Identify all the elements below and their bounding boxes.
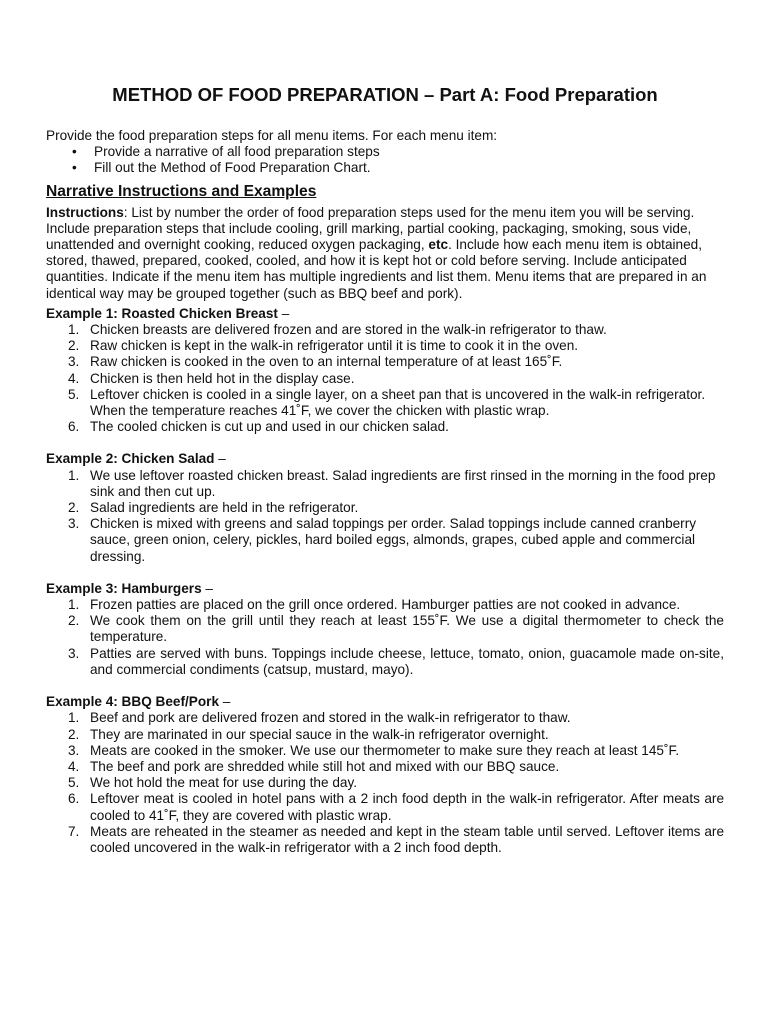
step-text: We hot hold the meat for use during the day. [90, 775, 358, 791]
step-text: Chicken is then held hot in the display case. [90, 370, 355, 386]
step-number: 6. [68, 791, 80, 807]
example-2 [46, 451, 724, 564]
example-title [46, 581, 724, 597]
step-text: Raw chicken is cooked in the oven to an internal temperature of at least 165˚F. [90, 354, 563, 370]
example-title [46, 306, 724, 322]
step-number: 7. [68, 823, 80, 839]
example-title-dash: – [201, 580, 213, 596]
step-number: 1. [68, 467, 80, 483]
instructions-label: Instructions [46, 204, 124, 220]
bullet-item: • Provide a narrative of all food preparation steps [46, 144, 724, 160]
step-text: Patties are served with buns. Toppings include cheese, lettuce, tomato, onion, guacamole made on-site, and commercial condiments (catsup, mustard, mayo). [90, 645, 724, 677]
step-number: 1. [68, 597, 80, 613]
example-steps [46, 468, 724, 565]
example-title-dash: – [219, 694, 231, 710]
step-number: 3. [68, 516, 80, 532]
step-text: Beef and pork are delivered frozen and stored in the walk-in refrigerator to thaw. [90, 710, 571, 726]
example-title-dash: – [277, 305, 290, 321]
step-item [46, 322, 724, 338]
step-text: The cooled chicken is cut up and used in our chicken salad. [90, 419, 449, 435]
step-text: They are marinated in our special sauce in the walk-in refrigerator overnight. [90, 726, 549, 742]
step-item [46, 613, 724, 645]
example-3 [46, 581, 724, 678]
example-steps [46, 597, 724, 678]
step-item [46, 516, 724, 565]
step-item [46, 791, 724, 823]
step-number: 4. [68, 758, 80, 774]
example-title-dash: – [214, 451, 226, 467]
instructions-paragraph [46, 205, 724, 302]
step-number: 5. [68, 775, 80, 791]
step-text: Leftover chicken is cooled in a single layer, on a sheet pan that is uncovered in the walk-in refrigerator. When the temperature reaches 41˚F, we cover the chicken with plastic wrap. [90, 386, 706, 419]
step-text: We cook them on the grill until they reach at least 155˚F. We use a digital thermometer to check the temperature. [90, 613, 724, 645]
step-number: 2. [68, 613, 80, 629]
step-item [46, 775, 724, 791]
step-number: 3. [68, 354, 80, 370]
step-item [46, 419, 724, 435]
step-text: Chicken breasts are delivered frozen and are stored in the walk-in refrigerator to thaw. [90, 322, 607, 338]
instructions-text-continued: . Include how each menu item is obtained, stored, thawed, prepared, cooked, cooled, and how it is kept hot or cold before serving. Include anticipated quantities. Indicate if the menu item has multiple ingredients and list them. Menu items that are prepared in an identical way may be grouped together (such as BBQ beef and pork). [46, 237, 707, 301]
step-number: 5. [68, 386, 80, 402]
step-item [46, 727, 724, 743]
step-text: Raw chicken is kept in the walk-in refrigerator until it is time to cook it in the oven. [90, 338, 579, 354]
step-text: Salad ingredients are held in the refrigerator. [90, 500, 359, 516]
step-item [46, 371, 724, 387]
step-number: 1. [68, 710, 80, 726]
step-text: Frozen patties are placed on the grill once ordered. Hamburger patties are not cooked in advance. [90, 597, 681, 613]
step-item [46, 500, 724, 516]
step-number: 4. [68, 370, 80, 386]
step-number: 6. [68, 419, 80, 435]
example-title-text: Example 1: Roasted Chicken Breast [46, 305, 278, 321]
step-item [46, 468, 724, 500]
example-title-text: Example 3: Hamburgers [46, 580, 202, 596]
step-item [46, 338, 724, 354]
step-item [46, 759, 724, 775]
intro-bullet-list [46, 144, 724, 176]
step-item [46, 387, 724, 419]
intro-text: Provide the food preparation steps for all menu items. For each menu item: [46, 128, 498, 143]
page-title: METHOD OF FOOD PREPARATION – Part A: Food Preparation [112, 84, 658, 105]
example-4 [46, 694, 724, 856]
example-title-text: Example 4: BBQ Beef/Pork [46, 694, 220, 710]
step-item [46, 597, 724, 613]
instructions-etc: etc [428, 237, 449, 253]
step-text: Meats are cooked in the smoker. We use our thermometer to make sure they reach at least 145˚F. [90, 742, 680, 758]
step-number: 3. [68, 645, 80, 661]
step-text: Chicken is mixed with greens and salad toppings per order. Salad toppings include canned cranberry sauce, green onion, celery, pickles, hard boiled eggs, almonds, grapes, cubed apple and commercial dressing. [90, 516, 697, 564]
step-number: 1. [68, 322, 80, 338]
step-item [46, 354, 724, 370]
step-number: 2. [68, 726, 80, 742]
instructions-text: : List by number the order of food preparation steps used for the menu item you will be serving. Include preparation steps that include cooling, grill marking, partial cooking, packaging, smoking, sous vide, unattended and overnight cooking, reduced oxygen packaging, [46, 204, 695, 253]
step-item [46, 743, 724, 759]
example-steps [46, 710, 724, 856]
step-item [46, 824, 724, 856]
step-text: Leftover meat is cooled in hotel pans with a 2 inch food depth in the walk-in refrigerator. After meats are cooled to 41˚F, they are covered with plastic wrap. [90, 791, 724, 823]
step-text: Meats are reheated in the steamer as needed and kept in the steam table until served. Leftover items are cooled uncovered in the walk-in refrigerator with a 2 inch food depth. [90, 823, 724, 855]
step-text: The beef and pork are shredded while still hot and mixed with our BBQ sauce. [90, 758, 560, 774]
step-number: 2. [68, 338, 80, 354]
step-item [46, 710, 724, 726]
example-title [46, 694, 724, 710]
example-title [46, 451, 724, 467]
example-steps [46, 322, 724, 435]
bullet-item: • Fill out the Method of Food Preparation Chart. [46, 160, 724, 176]
example-title-text: Example 2: Chicken Salad [46, 451, 215, 467]
example-1 [46, 306, 724, 436]
step-item [46, 646, 724, 678]
section-heading: Narrative Instructions and Examples [46, 182, 317, 200]
step-number: 3. [68, 742, 80, 758]
step-text: We use leftover roasted chicken breast. Salad ingredients are first rinsed in the morning in the food prep sink and then cut up. [90, 467, 716, 499]
step-number: 2. [68, 500, 80, 516]
